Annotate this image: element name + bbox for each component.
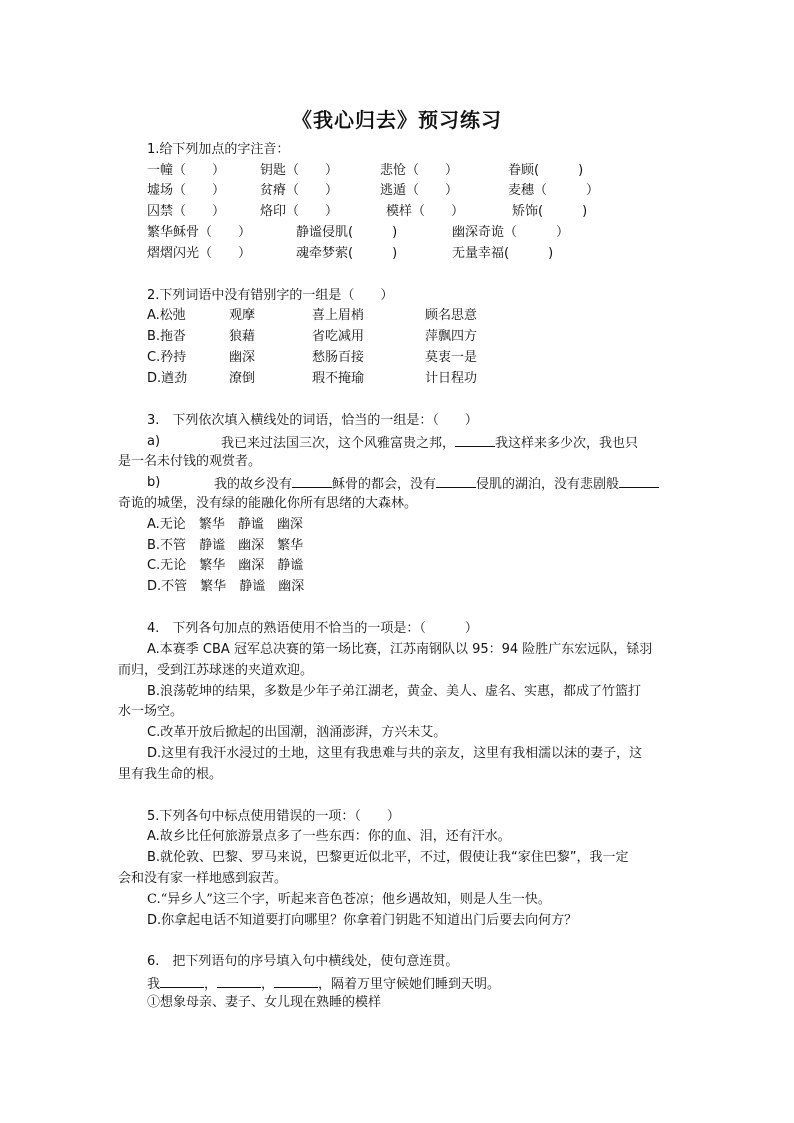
q5-option-b: B.就伦敦、巴黎、罗马来说，巴黎更近似北平，不过，假使让我“家住巴黎”，我一定 — [147, 850, 629, 865]
q1-heading: 1.给下列加点的字注音： — [147, 142, 290, 157]
q4-option-d-cont: 里有我生命的根。 — [118, 767, 223, 782]
q2-option: 幽深 — [229, 350, 256, 365]
q1-item: 麦穗（ ） — [508, 183, 600, 198]
q5-option-a: A.故乡比任何旅游景点多了一些东西：你的血、泪，还有汗水。 — [147, 829, 511, 844]
q4-option-a: A.本赛季 CBA 冠军总决赛的第一场比赛，江苏南钢队以 95：94 险胜广东宏远队，铩羽 — [147, 642, 653, 657]
q6-heading: 6. 把下列语句的序号填入句中横线处，使句意连贯。 — [147, 954, 459, 969]
q1-item: 墟场（ ） — [147, 183, 226, 198]
q2-option: 愁肠百接 — [312, 350, 365, 365]
page-title: 《我心归去》预习练习 — [292, 108, 502, 132]
q2-option: B.拖沓 — [147, 329, 187, 344]
q2-option: 瑕不掩瑜 — [312, 371, 365, 386]
q1-item: 繁华稣骨（ ） — [147, 225, 252, 240]
q3-option: B.不管 静谧 幽深 繁华 — [147, 538, 304, 553]
q3-heading: 3. 下列依次填入横线处的词语，恰当的一组是：（ ） — [147, 413, 478, 428]
q3-option: A.无论 繁华 静谧 幽深 — [147, 517, 303, 532]
q6-sentence: 我 ， ， ，隔着万里守候她们睡到天明。 — [147, 974, 500, 994]
fill-blank[interactable] — [619, 474, 659, 488]
q3-a-line: 我已来过法国三次，这个风雅富贵之邦， 我这样来多少次，我也只 — [221, 433, 638, 453]
q1-item: 悲怆（ ） — [380, 163, 459, 178]
q2-option: 省吃减用 — [312, 329, 365, 344]
fill-blank[interactable] — [436, 474, 476, 488]
q2-option: 萍飘四方 — [425, 329, 478, 344]
q1-item: 烙印（ ） — [260, 204, 339, 219]
q2-option: 计日程功 — [425, 371, 478, 386]
q3-option: D.不管 繁华 静谧 幽深 — [147, 579, 305, 594]
q3-a-label: a) — [147, 434, 161, 449]
q2-option: D.遒劲 — [147, 371, 188, 386]
q6-item-1: ①想象母亲、妻子、女儿现在熟睡的模样 — [147, 995, 382, 1010]
q3-b-line: 我的故乡没有 稣骨的都会，没有 侵肌的湖泊，没有悲剧般 — [214, 474, 659, 494]
q1-item: 熠熠闪光（ ） — [147, 246, 252, 261]
q1-item: 囚禁（ ） — [147, 204, 226, 219]
q1-item: 魂牵梦萦( ) — [296, 246, 398, 261]
q5-heading: 5.下列各句中标点使用错误的一项：（ ） — [147, 809, 400, 824]
q1-item: 幽深奇诡（ ） — [452, 225, 570, 240]
q1-item: 静谧侵肌( ) — [296, 225, 398, 240]
fill-blank[interactable] — [455, 433, 495, 447]
q4-option-a-cont: 而归，受到江苏球迷的夹道欢迎。 — [118, 663, 314, 678]
fill-blank[interactable] — [217, 974, 261, 988]
q2-heading: 2.下列词语中没有错别字的一组是（ ） — [147, 288, 394, 303]
fill-blank[interactable] — [292, 474, 332, 488]
q3-a-line2: 是一名未付钱的观赏者。 — [118, 454, 262, 469]
q5-option-d: D.你拿起电话不知道要打向哪里？你拿着门钥匙不知道出门后要去向何方？ — [147, 913, 578, 928]
q5-option-c: C.“异乡人”这三个字，听起来音色苍凉；他乡遇故知，则是人生一快。 — [147, 892, 551, 907]
q1-item: 无量幸福( ) — [452, 246, 554, 261]
fill-blank[interactable] — [274, 974, 318, 988]
q2-option: 顾名思意 — [425, 308, 478, 323]
fill-blank[interactable] — [160, 974, 204, 988]
q4-heading: 4. 下列各句加点的熟语使用不恰当的一项是：（ ） — [147, 621, 478, 636]
q2-option: A.松弛 — [147, 308, 186, 323]
q4-option-b-cont: 水一场空。 — [118, 704, 184, 719]
q4-option-c: C.改革开放后掀起的出国潮，汹涌澎湃，方兴未艾。 — [147, 725, 447, 740]
q2-option: 狼藉 — [229, 329, 256, 344]
q1-item: 钥匙（ ） — [260, 163, 339, 178]
q1-item: 模样（ ） — [386, 204, 465, 219]
q2-option: 潦倒 — [229, 371, 256, 386]
q4-option-b: B.浪荡乾坤的结果，多数是少年子弟江湖老，黄金、美人、虚名、实惠，都成了竹篮打 — [147, 684, 642, 699]
q3-b-label: b) — [147, 475, 161, 490]
q2-option: 莫衷一是 — [425, 350, 478, 365]
q3-b-line2: 奇诡的城堡，没有绿的能融化你所有思绪的大森林。 — [118, 496, 418, 511]
q2-option: C.矜持 — [147, 350, 187, 365]
q4-option-d: D.这里有我汗水浸过的土地，这里有我患难与共的亲友，这里有我相濡以沫的妻子，这 — [147, 746, 643, 761]
q1-item: 一幢（ ） — [147, 163, 226, 178]
q1-item: 矫饰( ) — [512, 204, 588, 219]
q1-item: 逃遁（ ） — [380, 183, 459, 198]
q5-option-b-cont: 会和没有家一样地感到寂苦。 — [118, 871, 288, 886]
q3-option: C.无论 繁华 幽深 静谧 — [147, 558, 304, 573]
q1-item: 眷顾( ) — [508, 163, 584, 178]
q2-option: 喜上眉梢 — [312, 308, 365, 323]
q2-option: 观摩 — [229, 308, 256, 323]
q1-item: 贫瘠（ ） — [260, 183, 339, 198]
